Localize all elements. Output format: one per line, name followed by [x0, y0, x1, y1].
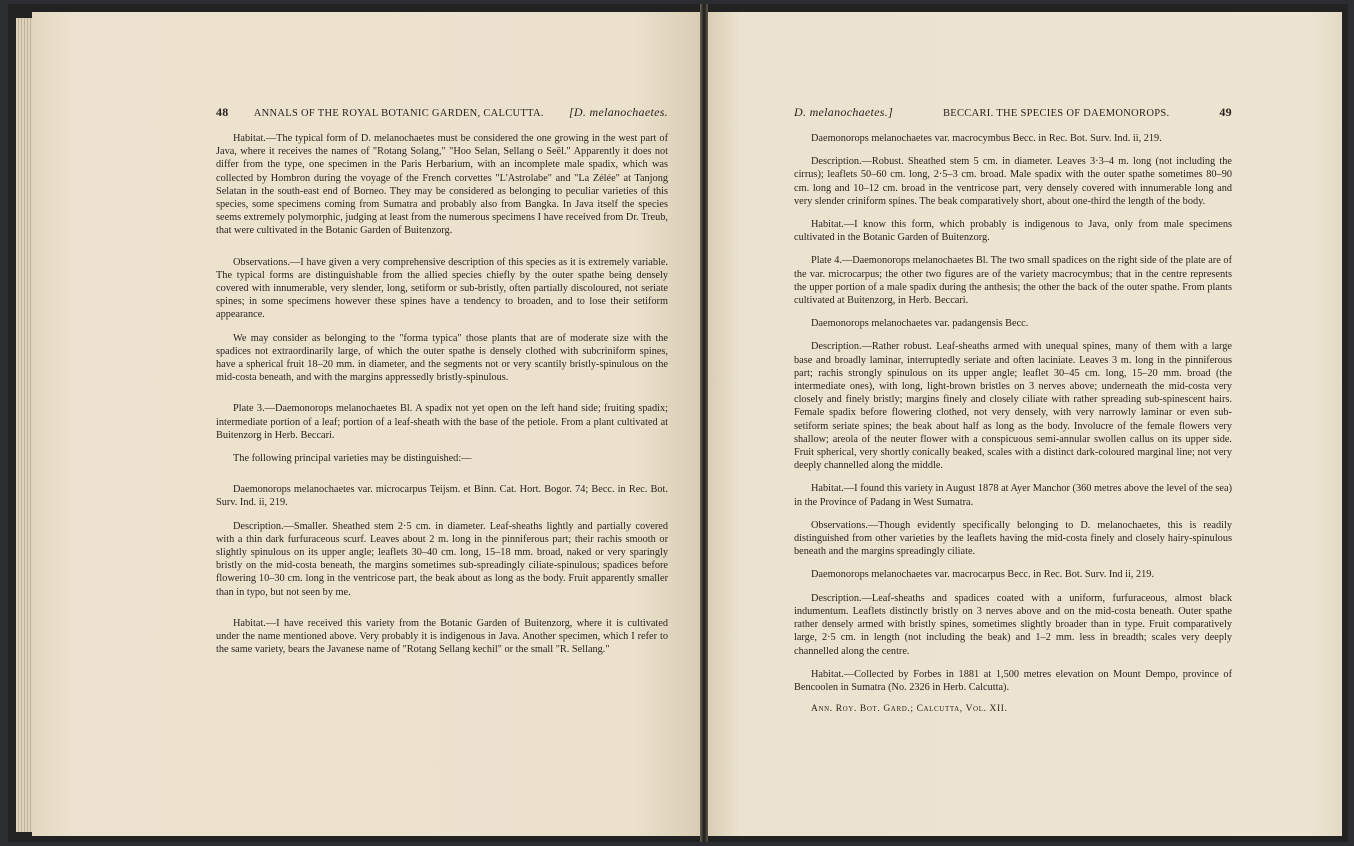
left-page-content — [216, 105, 668, 667]
running-title-right: D. melanochaetes.] — [794, 105, 894, 119]
paragraph-habitat-macrocarpus: Habitat.—Collected by Forbes in 1881 at 1,500 metres elevation on Mount Dempo, province of Bencoolen in Sumatra (No. 2326 in Herb. Calcutta). — [794, 668, 1232, 693]
paragraph-description-padangensis: Description.—Rather robust. Leaf-sheaths armed with unequal spines, many of them with a large base and broadly laminar, interruptedly seriate and often laciniate. Leaves 3 m. long in the pinniferous part; rachis strongly spinulous on its upper angle; leaflet 30–45 cm. long, 15–20 mm. broad (the intermediate ones), with long, light-brown bristles on 3 nerves above; underneath the mid-costa very closely and finely bristly; margins finely and closely ciliate with rather spreading sub-spinescent hairs. Female spadix before flowering clothed, not very densely, with very narrowly laminar or even sub-setiform seriate spines; the beak about half as long as the body. Involucre of the female flowers very shallow; areola of the neuter flower with a conspicuous semi-annular swollen callus on its upper side. Fruit spherical, very shortly conically beaked, scales with a distinct dark-coloured marginal line; not very deeply channelled along the middle. — [794, 341, 1232, 472]
left-page-header — [216, 105, 668, 120]
right-page-content — [794, 105, 1232, 714]
running-head-left: ANNALS OF THE ROYAL BOTANIC GARDEN, CALCUTTA. — [253, 108, 544, 119]
paragraph-habitat-padangensis: Habitat.—I found this variety in August 1878 at Ayer Manchor (360 metres above the level of the sea) in the Province of Padang in West Sumatra. — [794, 483, 1232, 508]
paragraph-var-padangensis: Daemonorops melanochaetes var. padangensis Becc. — [811, 318, 1029, 330]
page-number-left: 48 — [216, 105, 229, 119]
page-footer: Ann. Roy. Bot. Gard.; Calcutta, Vol. XII. — [811, 704, 1008, 715]
paragraph-forma-typica: We may consider as belonging to the "forma typica" those plants that are of moderate size with the spadices not extraordinarily large, of which the outer spathe is densely clothed with subcriniform spines, have a spherical fruit 18–20 mm. in diameter, and the segments not or very scantily bristly-spinulous on the mid-costa beneath, and with the margins appressedly bristly-spinulous. — [216, 332, 668, 384]
paragraph-description-macrocarpus: Description.—Leaf-sheaths and spadices coated with a uniform, furfuraceous, almost black indumentum. Leaflets distinctly bristly on 3 nerves above and on the mid-costa beneath. Outer spathe rather densely armed with bristly spines, sometimes slightly broader than in type. Fruit comparatively large, 2·5 cm. in length (not including the beak) and 1–2 mm. less in breadth; scales very deeply channelled along the centre. — [794, 592, 1232, 657]
paragraph-observations-padangensis: Observations.—Though evidently specifically belonging to D. melanochaetes, this is readily distinguished from other varieties by the leaflets having the mid-costa finely and closely hairy-spinulous beneath and the margins spreadingly ciliate. — [794, 519, 1232, 558]
right-page — [708, 12, 1342, 836]
right-page-header — [794, 105, 1232, 120]
paragraph-habitat: Habitat.—The typical form of D. melanochaetes must be considered the one growing in the west part of Java, where it receives the names of "Rotang Solang," "Hoo Selan, Sellang o Seël." Apparently it does not differ from the type, one specimen in the Paris Herbarium, with an incomplete male spadix, which was collected by Hombron during the voyage of the French corvettes "L'Astrolabe" and "La Zélée" at Tanjong Selatan in the south-east end of Borneo. They may be considered as belonging to peculiar varieties of this species, some specimens coming from Sumatra and probably also from Bangka. In Java itself the species seems extremely polymorphic, judging at least from the numerous specimens I have received from Dr. Treub, that were cultivated in the Botanic Garden of Buitenzorg. — [216, 133, 668, 237]
paragraph-habitat-macrocymbus: Habitat.—I know this form, which probably is indigenous to Java, only from male specimens cultivated in the Botanic Garden of Buitenzorg. — [794, 219, 1232, 244]
paragraph-var-macrocymbus: Daemonorops melanochaetes var. macrocymbus Becc. in Rec. Bot. Surv. Ind. ii, 219. — [811, 133, 1162, 144]
page-edges — [16, 18, 32, 832]
paragraph-habitat-microcarpus: Habitat.—I have received this variety from the Botanic Garden of Buitenzorg, where it is cultivated under the name mentioned above. Very probably it is indigenous in Java. Another specimen, which I refer to the same variety, bears the Javanese name of "Rotang Sellang kechil" or the small "R. Sellang." — [216, 617, 668, 656]
paragraph-plate-3: Plate 3.—Daemonorops melanochaetes Bl. A spadix not yet open on the left hand side; fruiting spadix; intermediate portion of a leaf; portion of a leaf-sheath with the base of the petiole. From a plant cultivated at Buitenzorg in Herb. Beccari. — [216, 403, 668, 441]
paragraph-description-microcarpus: Description.—Smaller. Sheathed stem 2·5 cm. in diameter. Leaf-sheaths lightly and partially covered with a thin dark furfuraceous scurf. Leaves about 2 m. long in the pinniferous part; their rachis smooth or slightly spinulous on its upper angle; leaflets 30–40 cm. long, 15–18 mm. broad, naked or very sparingly bristly on the mid-costa beneath, the margins sometimes sub-spreadingly ciliate-spinulous; spadices before flowering 10–30 cm. long in the ventricose part, the beak about as long as the body. Fruit apparently smaller than in typo, but not seen by me. — [216, 520, 668, 598]
paragraph-var-microcarpus: Daemonorops melanochaetes var. microcarpus Teijsm. et Binn. Cat. Hort. Bogor. 74; Becc. in Rec. Bot. Surv. Ind. ii, 219. — [216, 484, 668, 509]
left-page — [32, 12, 700, 836]
page-number-right: 49 — [1219, 105, 1232, 119]
running-head-right: BECCARI. THE SPECIES OF DAEMONOROPS. — [942, 108, 1170, 119]
book-gutter — [700, 4, 708, 842]
paragraph-observations: Observations.—I have given a very comprehensive description of this species as it is extremely variable. The typical forms are distinguishable from the allied species chiefly by the outer spathe being densely covered with innumerable, very slender, long, setiform or sub-bristly, often partially discoloured, not seriate spines; in some specimens however these spines have a tendency to broaden, and to lose their setiform appearance. — [216, 256, 668, 321]
paragraph-plate-4: Plate 4.—Daemonorops melanochaetes Bl. The two small spadices on the right side of the plate are of the var. microcarpus; the other two figures are of the variety macrocymbus; that in the centre represents the upper portion of a male spadix during the anthesis; the other the back of the outer spathe. From plants cultivated at Buitenzorg, in Herb. Beccari. — [794, 255, 1232, 307]
paragraph-varieties-intro: The following principal varieties may be distinguished:— — [233, 453, 472, 465]
book-spread — [8, 4, 1348, 842]
paragraph-var-macrocarpus: Daemonorops melanochaetes var. macrocarpus Becc. in Rec. Bot. Surv. Ind ii, 219. — [811, 569, 1155, 581]
paragraph-description-macrocymbus: Description.—Robust. Sheathed stem 5 cm. in diameter. Leaves 3·3–4 m. long (not including the cirrus); leaflets 50–60 cm. long, 2·5–3 cm. broad. Male spadix with the outer spathe sometimes 80–90 cm. long and 10–12 cm. broad in the ventricose part, very densely covered with innumerable long and very slender criniform spines. The beak comparatively short, about one-third the length of the body. — [794, 156, 1232, 207]
running-title-left: [D. melanochaetes. — [568, 105, 668, 119]
